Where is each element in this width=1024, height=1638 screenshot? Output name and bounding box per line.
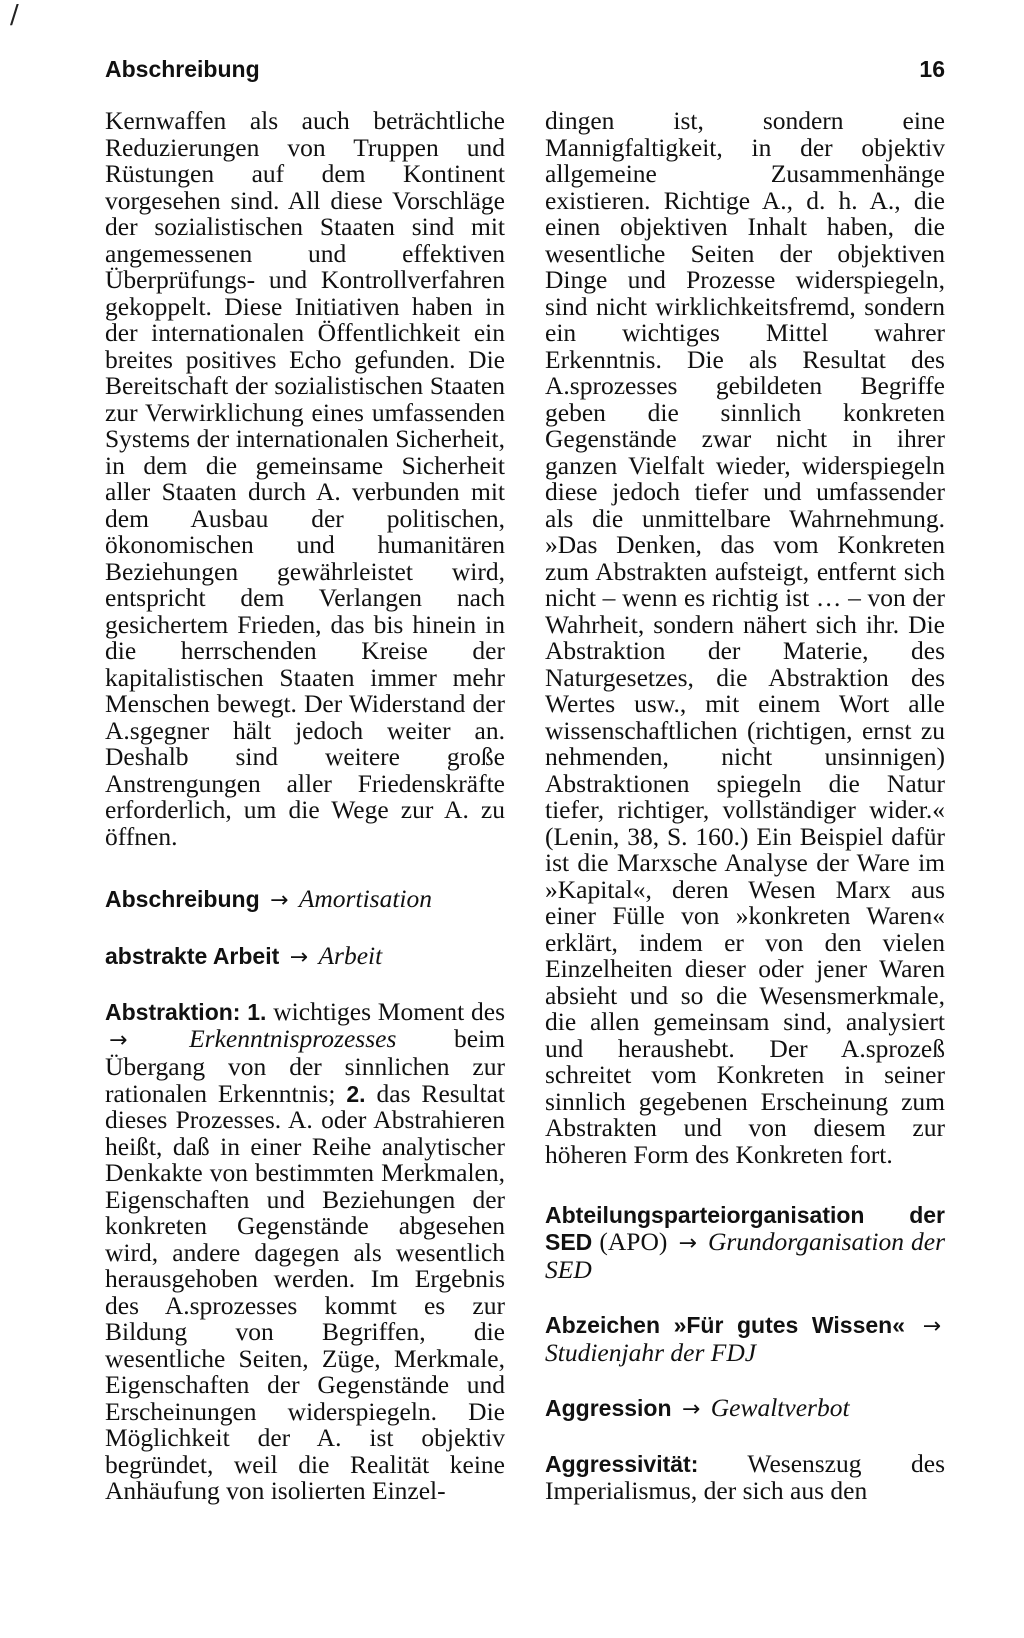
entry-abbreviation: (APO) <box>599 1226 668 1256</box>
page-header <box>105 56 945 90</box>
entry-abzeichen <box>545 1312 945 1367</box>
entry-text: wichtiges Moment des <box>273 997 506 1026</box>
entry-head: Abzeichen »Für gutes Wissen« <box>545 1311 906 1338</box>
entry-text: das Resultat dieses Prozesses. A. oder Abstrahieren heißt, daß in einer Reihe analytischer Denkakte von bestimmten Merkmalen, Eigenschaften und Beziehungen der konkreten Gegenstände abgesehen wird, andere dagegen als wesentlich herausgehoben werden. Im Ergebnis des A.sprozesses kommt es zur Bildung von Begriffen, die wesentliche Seiten, Züge, Merkmale, Eigenschaften der Gegenstände und Erscheinungen widerspiegeln. Die Möglichkeit der A. ist objektiv begründet, weil die Realität keine Anhäufung von isolierten Einzel- <box>105 1078 506 1505</box>
sense-number: 2. <box>346 1080 366 1107</box>
arrow-icon: → <box>681 1396 701 1422</box>
entry-abschreibung <box>105 886 505 915</box>
cross-reference-link[interactable]: Arbeit <box>318 940 383 970</box>
arrow-icon: → <box>109 1027 128 1053</box>
cross-reference-link[interactable]: Grundorganisation der SED <box>545 1226 946 1284</box>
arrow-icon: → <box>270 888 289 913</box>
entry-head: Abschreibung <box>105 886 260 912</box>
left-column <box>105 108 505 1505</box>
sense-number: 1. <box>247 999 267 1025</box>
arrow-icon: → <box>289 944 309 970</box>
entry-text: beim Übergang von der sinnlichen zur rationalen Erkenntnis; <box>105 1023 506 1108</box>
entry-head: Abteilungsparteiorganisation der SED <box>545 1202 945 1255</box>
page-number: 16 <box>919 56 945 82</box>
arrow-icon: → <box>922 1313 941 1339</box>
cross-reference-link[interactable]: Studienjahr der FDJ <box>545 1338 757 1367</box>
arrow-icon: → <box>678 1230 697 1256</box>
cross-reference-link[interactable]: Gewaltverbot <box>710 1392 850 1422</box>
entry-abteilungsparteiorganisation <box>545 1202 945 1284</box>
entry-abstraktion <box>105 999 505 1505</box>
entry-head: Aggression <box>545 1394 672 1421</box>
entry-head: abstrakte Arbeit <box>105 942 280 969</box>
entry-head: Abstraktion: <box>105 999 241 1025</box>
right-column <box>545 108 945 1504</box>
entry-text: Wesenszug des Imperialismus, der sich aus den <box>545 1449 945 1505</box>
entry-head: Aggressivität: <box>545 1451 699 1477</box>
scan-mark: / <box>10 0 19 30</box>
running-title: Abschreibung <box>105 56 260 82</box>
cross-reference-link[interactable]: Amortisation <box>298 884 432 913</box>
entry-abstrakte-arbeit <box>105 940 505 972</box>
entry-aggression <box>545 1392 945 1424</box>
entry-aggressivitaet <box>545 1451 945 1504</box>
continuation-paragraph: dingen ist, sondern eine Mannigfaltigkeit, in der objektiv allgemeine Zusammenhänge existieren. Richtige A., d. h. A., die einen objektiven Inhalt haben, die wesentliche Seiten der objektiven Dinge und Prozesse widerspiegeln, sind nicht wirklichkeitsfremd, sondern ein wichtiges Mittel wahrer Erkenntnis. Die als Resultat des A.sprozesses gebildeten Begriffe geben die sinnlich konkreten Gegenstände zwar nicht in ihrer ganzen Vielfalt wieder, widerspiegeln diese jedoch tiefer und umfassender als die unmittelbare Wahrnehmung. »Das Denken, das vom Konkreten zum Abstrakten aufsteigt, entfernt sich nicht – wenn es richtig ist … – von der Wahrheit, sondern nähert sich ihr. Die Abstraktion der Materie, des Naturgesetzes, die Abstraktion des Wertes usw., mit einem Wort alle wissenschaftlichen (richtigen, ernst zu nehmenden, nicht unsinnigen) Abstraktionen spiegeln die Natur tiefer, richtiger, vollständiger wider.« (Lenin, 38, S. 160.) Ein Beispiel dafür ist die Marxsche Analyse der Ware im »Kapital«, deren Wesen Marx aus einer Fülle von »konkreten Waren« erklärt, indem er von den vielen Einzelheiten dieser oder jener Waren absieht und so die Wesensmerkmale, die allen gemeinsam sind, analysiert und heraushebt. Der A.sprozeß schreitet vom Konkreten in seiner sinnlich gegebenen Erscheinung zum Abstrakten und von diesem zur höheren Form des Konkreten fort. <box>545 106 945 1169</box>
intro-paragraph: Kernwaffen als auch beträchtliche Reduzierungen von Truppen und Rüstungen auf dem Kontinent vorgesehen sind. All diese Vorschläge der sozialistischen Staaten sind mit angemessenen und effektiven Überprüfungs- und Kontrollverfahren gekoppelt. Diese Initiativen haben in der internationalen Öffentlichkeit ein breites positives Echo gefunden. Die Bereitschaft der sozialistischen Staaten zur Verwirklichung eines umfassenden Systems der internationalen Sicherheit, in dem die gemeinsame Sicherheit aller Staaten durch A. verbunden mit dem Ausbau der politischen, ökonomischen und humanitären Beziehungen gewährleistet wird, entspricht dem Verlangen nach gesichertem Frieden, das bis hinein in die herrschenden Kreise der kapitalistischen Staaten immer mehr Menschen bewegt. Der Widerstand der A.sgegner hält jedoch weiter an. Deshalb sind weitere große Anstrengungen aller Friedenskräfte erforderlich, um die Wege zur A. zu öffnen. <box>105 106 505 851</box>
cross-reference-link[interactable]: Erkenntnisprozesses <box>189 1023 397 1053</box>
